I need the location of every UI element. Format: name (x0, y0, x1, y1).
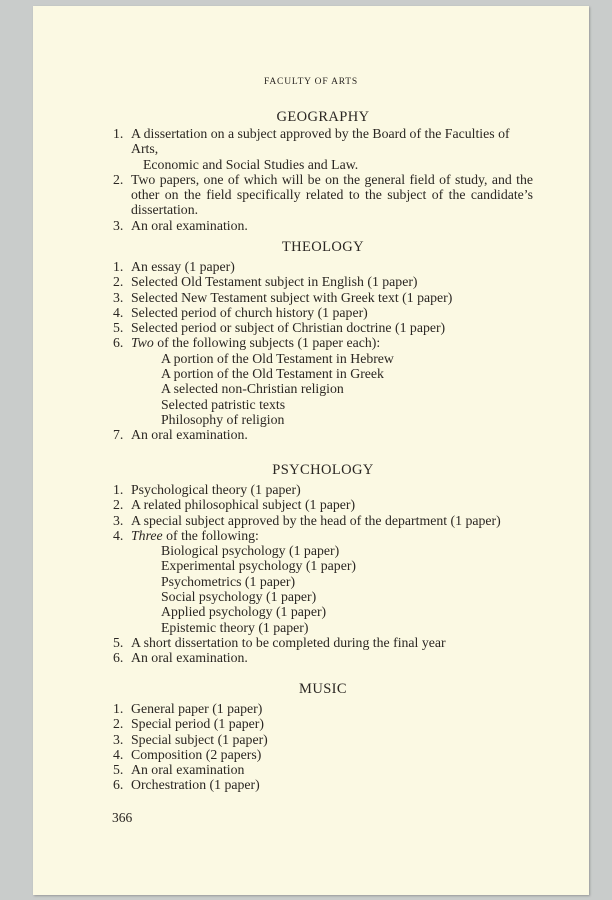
music-list (113, 701, 533, 793)
list-item (113, 482, 533, 497)
sub-item: Experimental psychology (1 paper) (161, 558, 357, 574)
item-text: An oral examination. (131, 650, 248, 666)
item-text: Selected period of church history (1 paper) (131, 304, 368, 320)
item-number: 3. (113, 217, 124, 233)
section-title: MUSIC (299, 681, 347, 697)
list-item (113, 650, 533, 665)
list-item (113, 259, 533, 274)
item-number: 6. (113, 777, 124, 793)
item-text: Selected Old Testament subject in English (1 paper) (131, 274, 418, 290)
item-number: 2. (113, 497, 124, 513)
item-text: A short dissertation to be completed during the final year (131, 634, 446, 650)
list-item (113, 320, 533, 335)
item-number: 7. (113, 427, 124, 443)
list-item (113, 513, 533, 528)
sub-item: A portion of the Old Testament in Hebrew (161, 350, 394, 366)
item-text: Special period (1 paper) (131, 716, 264, 732)
item-text: A dissertation on a subject approved by the Board of the Faculties of Arts, (131, 126, 510, 157)
sub-list (131, 543, 533, 635)
item-text: Selected New Testament subject with Greek text (1 paper) (131, 289, 453, 305)
item-text: An oral examination. (131, 427, 248, 443)
sub-item: Philosophy of religion (161, 411, 285, 427)
sub-item: Selected patristic texts (161, 396, 286, 412)
sub-item: A portion of the Old Testament in Greek (161, 366, 384, 382)
section-title: GEOGRAPHY (276, 109, 370, 125)
item-number: 4. (113, 746, 124, 762)
sub-item: Social psychology (1 paper) (161, 589, 317, 605)
list-item (113, 274, 533, 289)
item-text: General paper (1 paper) (131, 701, 263, 716)
section-geography (113, 109, 533, 233)
sub-list (131, 351, 533, 427)
item-text: Selected period or subject of Christian doctrine (1 paper) (131, 320, 446, 336)
sub-item: Epistemic theory (1 paper) (161, 619, 309, 635)
list-item (113, 732, 533, 747)
list-item (113, 635, 533, 650)
item-text: of the following: (162, 527, 259, 543)
item-number: 4. (113, 304, 124, 320)
item-text: Psychological theory (1 paper) (131, 482, 301, 497)
item-number: 1. (113, 259, 124, 274)
list-item (113, 747, 533, 762)
list-item (113, 218, 533, 233)
running-head: FACULTY OF ARTS (264, 77, 358, 87)
sub-item: Biological psychology (1 paper) (161, 543, 340, 559)
section-theology (113, 239, 533, 443)
item-text: of the following subjects (1 paper each): (153, 335, 381, 351)
item-number: 1. (113, 126, 124, 141)
item-text: An essay (1 paper) (131, 259, 235, 274)
list-item (113, 762, 533, 777)
item-number: 1. (113, 482, 124, 497)
item-text-continued: Economic and Social Studies and Law. (143, 156, 359, 172)
page-number: 366 (112, 810, 133, 825)
item-text: Orchestration (1 paper) (131, 777, 260, 793)
list-item (113, 290, 533, 305)
item-number: 2. (113, 171, 124, 187)
section-music (113, 681, 533, 793)
sub-item: Applied psychology (1 paper) (161, 604, 327, 620)
list-item (113, 335, 533, 427)
list-item (113, 716, 533, 731)
item-text: An oral examination. (131, 217, 248, 233)
sub-item: A selected non-Christian religion (161, 381, 344, 397)
item-text: A special subject approved by the head of the department (1 paper) (131, 512, 501, 528)
list-item (113, 701, 533, 716)
psychology-list (113, 482, 533, 666)
list-item (113, 427, 533, 442)
item-number: 5. (113, 634, 124, 650)
list-item (113, 528, 533, 635)
item-number: 5. (113, 762, 124, 778)
list-item (113, 126, 533, 172)
item-emphasis: Three (131, 527, 163, 543)
item-text: Composition (2 papers) (131, 746, 262, 762)
item-text: An oral examination (131, 762, 245, 778)
item-number: 2. (113, 716, 124, 732)
item-number: 2. (113, 274, 124, 290)
list-item (113, 172, 533, 218)
sub-item: Psychometrics (1 paper) (161, 573, 296, 589)
item-number: 1. (113, 701, 124, 716)
item-number: 3. (113, 512, 124, 528)
theology-list (113, 259, 533, 443)
item-number: 6. (113, 335, 124, 351)
list-item (113, 305, 533, 320)
item-number: 6. (113, 650, 124, 666)
item-number: 5. (113, 320, 124, 336)
section-title: PSYCHOLOGY (272, 462, 374, 478)
book-page (33, 6, 589, 895)
section-psychology (113, 462, 533, 666)
item-number: 4. (113, 527, 124, 543)
list-item (113, 497, 533, 512)
list-item (113, 777, 533, 792)
item-number: 3. (113, 731, 124, 747)
item-number: 3. (113, 289, 124, 305)
geography-list (113, 126, 533, 233)
item-text: Two papers, one of which will be on the general field of study, and the other on the field specifically related to the subject of the candidate’s dissertation. (131, 171, 533, 218)
section-title: THEOLOGY (281, 239, 365, 255)
item-text: Special subject (1 paper) (131, 731, 268, 747)
item-emphasis: Two (131, 335, 154, 351)
item-text: A related philosophical subject (1 paper) (131, 497, 356, 513)
